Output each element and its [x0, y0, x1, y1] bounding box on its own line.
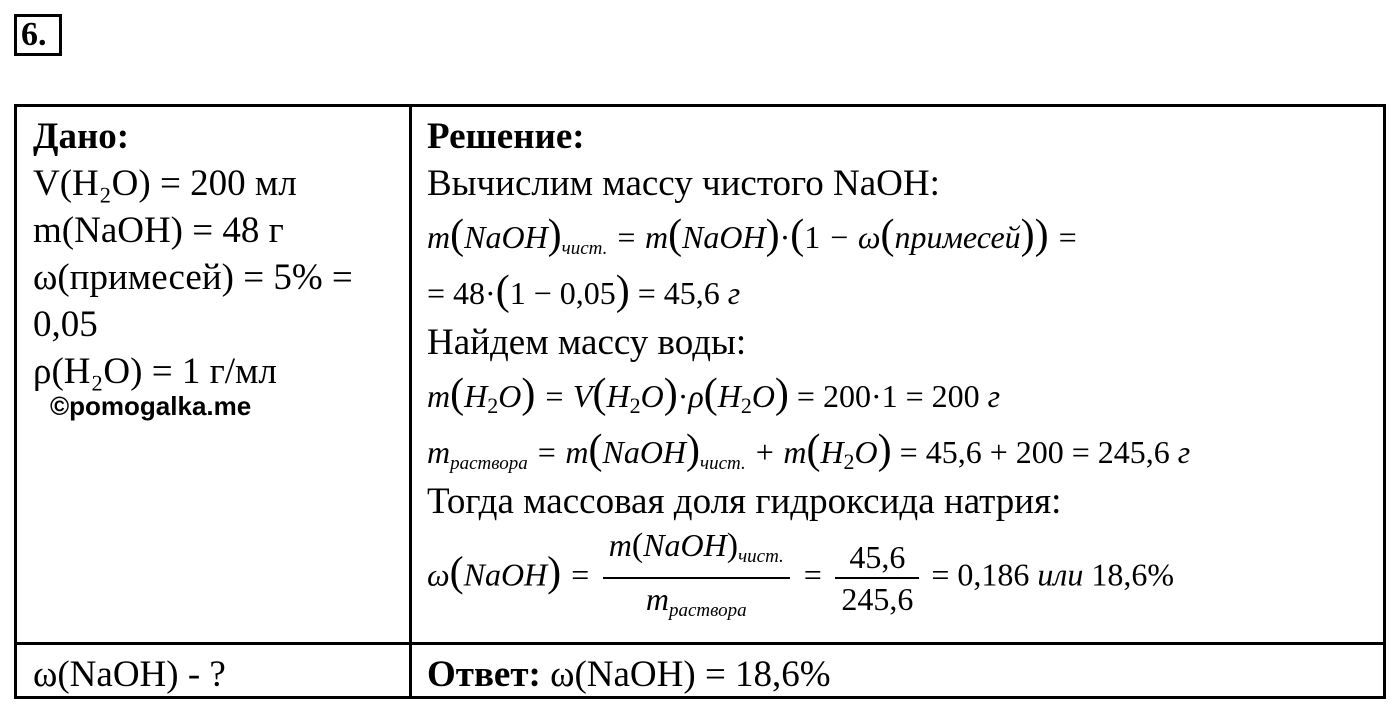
find-quantity: ω(NaOH) - ? [33, 654, 226, 695]
solution-text-2: Найдем массу воды: [427, 322, 747, 363]
given-mass: m(NaOH) = 48 г [33, 210, 284, 251]
solution-table [14, 104, 1386, 699]
equation-water-mass: $m(H_2O) = V(H_2O)\cdot\rho(H_2O) = 200\cdot 1 = 200$ г [427, 371, 1001, 418]
given-volume: V(H₂O) = 200 мл [33, 163, 297, 204]
given-density: ρ(H₂O) = 1 г/мл [33, 351, 277, 392]
solution-text-3: Тогда массовая доля гидроксида натрия: [427, 481, 1062, 522]
row-divider [17, 642, 1383, 645]
equation-solution-mass: $m_{раствора}$ = $m(NaOH)_{чист.} + m(H_2O) = 45,6 + 200 = 245,6$ г [427, 427, 1191, 474]
equation-pure-mass: $m(NaOH)_{чист.}$ = m(NaOH)·(1 − ω(примесей)) = [427, 212, 1079, 259]
given-impurity-fraction: 0,05 [33, 304, 98, 345]
answer [427, 653, 831, 696]
given-impurity: ω(примесей) = 5% = [33, 257, 353, 298]
equation-pure-mass-value: = 48·(1 − 0,05) = 45,6 г [427, 268, 741, 314]
solution-column [427, 113, 1377, 621]
problem-number: 6. [14, 14, 62, 56]
given-column [33, 113, 405, 395]
solution-heading: Решение: [427, 116, 585, 157]
answer-label: Ответ: [427, 654, 541, 695]
solution-text-1: Вычислим массу чистого NaOH: [427, 163, 940, 204]
answer-value: ω(NaOH) = 18,6% [550, 654, 831, 695]
watermark: ©pomogalka.me [50, 391, 252, 421]
given-heading: Дано: [33, 116, 130, 157]
column-divider [409, 107, 412, 696]
equation-mass-fraction: ω(NaOH) = $\frac{m(NaOH)_{чист.}}{m_{раствора}}$ = $\frac{45,6}{245,6}$ = 0,186 или 18,6% [427, 527, 1175, 621]
